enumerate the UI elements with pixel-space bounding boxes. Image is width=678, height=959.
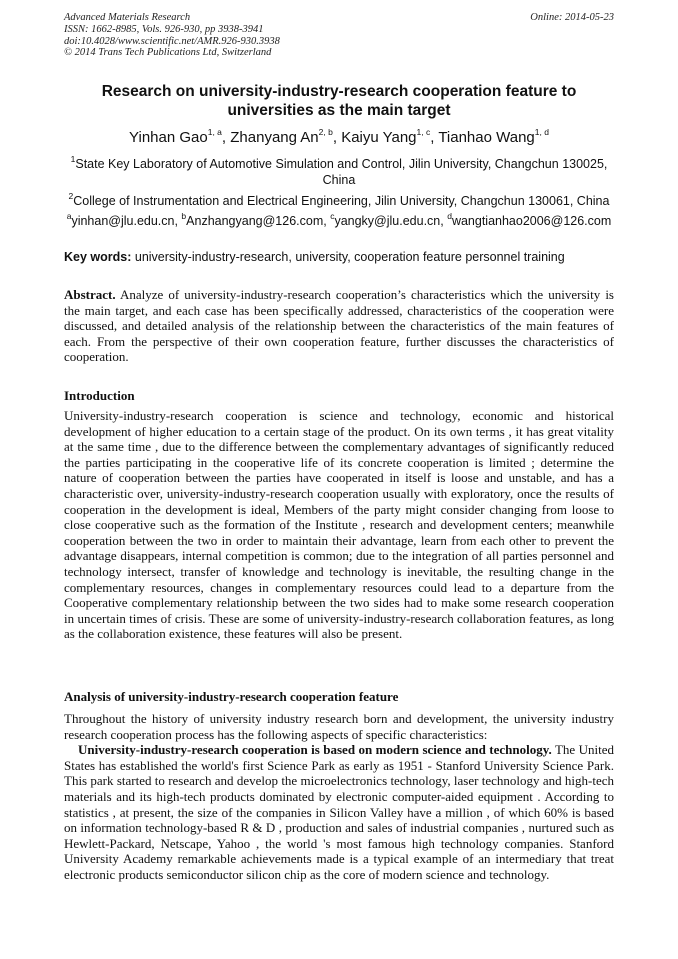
doi-line: doi:10.4028/www.scientific.net/AMR.926-930.3938 bbox=[64, 35, 280, 47]
analysis-paragraph-2-text: The United States has established the world's first Science Park as early as 1951 - Stanford University Science Park. This park started to research and develop the microelectronics technology, laser technology and high-tech materials and its high-tech products dominated by electronic computer-aided equipment . According to statistics , at present, the size of the companies in Silicon Valley have a million , of which 60% is based on information technology-based R & D , production and sales of industrial companies , nurtured such as Hewlett-Packard, Netscape, Yahoo , the world 's most famous high technology companies. Stanford University Academy remarkable achievements made is a typical example of an intermediary that treat electronic products semiconductor silicon chip as the core of modern science and technology. bbox=[64, 742, 615, 882]
keywords-text: university-industry-research, university, cooperation feature personnel training bbox=[131, 250, 565, 264]
title-line-2: universities as the main target bbox=[227, 102, 451, 119]
author: Zhanyang An$^{2, b}$, bbox=[230, 127, 342, 146]
copyright-line: © 2014 Trans Tech Publications Ltd, Switzerland bbox=[64, 47, 272, 59]
abstract-label: Abstract. bbox=[64, 287, 116, 302]
affiliation-2: $^2$College of Instrumentation and Electrical Engineering, Jilin University, Changchun 130061, China bbox=[68, 190, 610, 208]
analysis-section bbox=[64, 711, 614, 883]
online-date: Online: 2014-05-23 bbox=[530, 12, 614, 23]
paper-title bbox=[40, 82, 638, 120]
email-list: $^a$yinhan@jlu.edu.cn, $^b$Anzhangyang@126.com, $^c$yangky@jlu.edu.cn, $^d$wangtianhao2006@126.com bbox=[66, 210, 612, 228]
intro-paragraph: University-industry-research cooperation is science and technology, economic and historical development of higher education to a certain stage of the product. On its own terms , it has great vitality at the same time , due to the difference between the complementary advantages of significantly reduced the parties participating in the cooperative life of its concrete cooperation is limited ; determine the nature of cooperation between the parties have cooperated in itself is loose and unstable, and has a characteristic over, university-industry-research cooperation usually with exploratory, once the results of cooperation in the development is ideal, Members of the party might consider changing from loose to close cooperative such as the formation of the Institute , research and development centers; meanwhile cooperation between the two in order to maintain their advantage, learn from each other to prevent the advantage disappears, internal competition is common; due to the integration of all parties personnel and technology intersect, transfer of knowledge and technology is inevitable, the resulting change in the complementary resources, changes in complementary resources could lead to a departure from the Cooperative complementary relationship between the two sides had to make some research cooperation in uncertain times of crisis. These are some of university-industry-research collaboration features, as long as the collaboration existence, these features will also be present. bbox=[64, 408, 614, 642]
author: Yinhan Gao$^{1, a}$, bbox=[129, 127, 231, 146]
issn-line: ISSN: 1662-8985, Vols. 926-930, pp 3938-3941 bbox=[64, 23, 264, 35]
title-line-1: Research on university-industry-research cooperation feature to bbox=[101, 83, 577, 100]
abstract-text: Analyze of university-industry-research cooperation’s characteristics which the university is the main target, and each case has been specifically addressed, characteristics of the cooperation were discussed, and detailed analysis of the relationship between the characteristics of the main features of each. From the perspective of their own cooperation feature, further discusses the characteristics of cooperation. bbox=[64, 287, 614, 365]
keywords-label: Key words: bbox=[64, 250, 132, 264]
affiliation-1: $^1$State Key Laboratory of Automotive Simulation and Control, Jilin University, Changchun 130025, China bbox=[70, 153, 608, 187]
intro-heading: Introduction bbox=[64, 388, 135, 403]
abstract bbox=[64, 287, 614, 365]
author: Tianhao Wang$^{1, d}$ bbox=[438, 127, 549, 146]
journal-name: Advanced Materials Research bbox=[64, 12, 191, 23]
analysis-bold-lead: University-industry-research cooperation is based on modern science and technology. bbox=[78, 742, 552, 758]
analysis-paragraph-2 bbox=[64, 742, 614, 882]
author-list bbox=[20, 128, 658, 148]
keywords bbox=[64, 250, 565, 264]
author: Kaiyu Yang$^{1, c}$, bbox=[341, 127, 439, 146]
journal-header bbox=[64, 12, 280, 59]
analysis-paragraph-1: Throughout the history of university industry research born and development, the university industry research cooperation process has the following aspects of specific characteristics: bbox=[64, 711, 614, 742]
analysis-heading: Analysis of university-industry-research cooperation feature bbox=[64, 689, 399, 704]
